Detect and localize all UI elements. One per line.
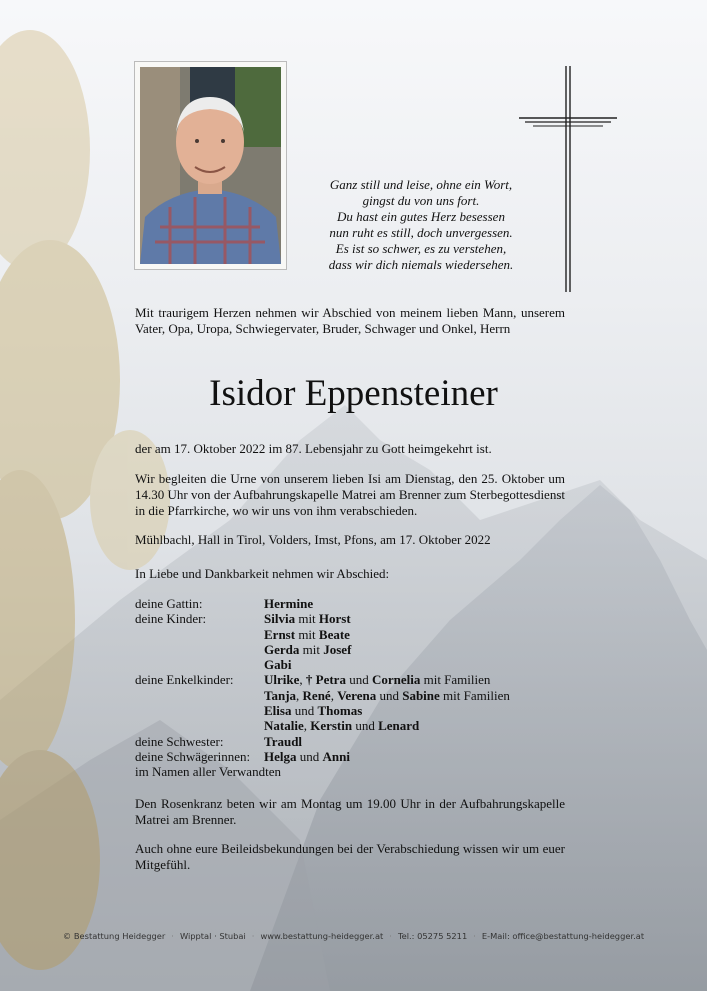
footer: © Bestattung Heidegger · Wipptal · Stubai · www.bestattung-heidegger.at · Tel.: 05275 5211 · E-Mail: office@bestattung-heidegger.at (62, 931, 645, 941)
mourner-connector: , (299, 672, 306, 688)
portrait-frame (134, 61, 287, 270)
mourner-connector: und (296, 748, 323, 764)
mourner-row (135, 703, 510, 718)
mourner-name: † Petra (305, 672, 346, 688)
mourner-relation: deine Schwester: (135, 733, 224, 749)
farewell-line: In Liebe und Dankbarkeit nehmen wir Abschied: (135, 566, 390, 581)
portrait-photo (140, 67, 281, 264)
mourner-relation: deine Gattin: (135, 596, 203, 611)
mourner-name: Silvia (264, 611, 296, 627)
mourner-name: Sabine (402, 687, 440, 703)
mourner-name: Natalie (264, 718, 304, 734)
mourner-connector: und (376, 687, 403, 703)
mourner-name: Ernst (264, 626, 296, 642)
mourner-name: Horst (318, 611, 351, 627)
rosary-info: Den Rosenkranz beten wir am Montag um 19.00 Uhr in der Aufbahrungskapelle Matrei am Brenner. (135, 796, 565, 827)
mourner-relation (135, 718, 264, 733)
mourner-connector: und (291, 703, 318, 719)
mourner-name: Ulrike (264, 672, 300, 688)
mourner-connector: , (303, 718, 311, 734)
mourner-connector: mit (299, 641, 324, 657)
mourner-row (135, 688, 510, 703)
mourner-names (264, 611, 351, 626)
mourner-connector: mit Familien (420, 672, 491, 688)
mourner-name: Lenard (378, 718, 420, 734)
mourner-name: Beate (318, 626, 350, 642)
mourner-connector: , (296, 687, 303, 703)
mourner-row (135, 596, 510, 611)
mourner-relation (135, 627, 264, 642)
mourner-relation: deine Schwägerinnen: (135, 748, 251, 764)
mourner-name: Kerstin (310, 718, 353, 734)
mourner-names (264, 627, 350, 642)
death-notice: der am 17. Oktober 2022 im 87. Lebensjahr zu Gott heimgekehrt ist. (135, 441, 492, 456)
footer-region: Wipptal · Stubai (179, 931, 246, 941)
mourner-row (135, 611, 510, 626)
mourner-connector: mit Familien (439, 687, 510, 703)
footer-email-link[interactable]: E-Mail: office@bestattung-heidegger.at (481, 931, 645, 941)
mourner-relation: deine Enkelkinder: (135, 672, 234, 688)
mourner-names (264, 718, 419, 733)
poem (296, 177, 546, 273)
places-date: Mühlbachl, Hall in Tirol, Volders, Imst, Pfons, am 17. Oktober 2022 (135, 532, 491, 547)
poem-line: Du hast ein gutes Herz besessen (337, 209, 505, 224)
footer-phone: Tel.: 05275 5211 (397, 931, 468, 941)
mourner-relation (135, 688, 264, 703)
mourner-names (264, 749, 350, 764)
mourner-name: Cornelia (371, 672, 421, 688)
mourner-relation (135, 703, 264, 718)
mourner-relation (135, 657, 264, 672)
mourner-name: Gerda (264, 641, 300, 657)
footer-website-link[interactable]: www.bestattung-heidegger.at (260, 931, 384, 941)
cross-icon (519, 66, 619, 294)
mourner-name: Hermine (264, 596, 314, 611)
mourner-names (264, 642, 351, 657)
poem-line: dass wir dich niemals wiedersehen. (328, 257, 514, 272)
mourner-names (264, 703, 362, 718)
mourner-row (135, 734, 510, 749)
mourner-names (264, 596, 313, 611)
mourner-row (135, 764, 510, 779)
footer-copyright: © Bestattung Heidegger (62, 931, 166, 941)
mourner-connector: , (330, 687, 338, 703)
condolence-note: Auch ohne eure Beileidsbekundungen bei der Verabschiedung wissen wir um euer Mitgefühl. (135, 841, 565, 872)
poem-line: nun ruht es still, doch unvergessen. (329, 225, 513, 240)
mourner-connector: und (345, 672, 372, 688)
mourner-name: Elisa (264, 703, 292, 719)
mourner-name: Tanja (264, 687, 297, 703)
mourner-name: Helga (264, 748, 297, 764)
mourner-names (264, 734, 302, 749)
mourner-name: Thomas (317, 703, 363, 719)
mourner-names (264, 672, 490, 687)
poem-line: gingst du von uns fort. (362, 193, 480, 208)
mourner-name: Verena (337, 687, 377, 703)
mourner-names (264, 688, 510, 703)
mourner-row (135, 672, 510, 687)
mourner-connector: mit (295, 611, 319, 627)
mourner-row (135, 657, 510, 672)
mourner-row (135, 642, 510, 657)
mourner-names (264, 657, 291, 672)
mourner-connector: mit (295, 626, 319, 642)
poem-line: Es ist so schwer, es zu verstehen, (335, 241, 507, 256)
mourner-relation (135, 642, 264, 657)
mourner-name: Traudl (264, 733, 303, 749)
deceased-name: Isidor Eppensteiner (209, 373, 498, 414)
poem-line: Ganz still und leise, ohne ein Wort, (329, 177, 513, 192)
funeral-info: Wir begleiten die Urne von unserem lieben Isi am Dienstag, den 25. Oktober um 14.30 Uhr von der Aufbahrungskapelle Matrei am Brenner zum Sterbegottesdienst in die Pfarrkirche, wo wir uns von ihm verabschieden. (135, 471, 565, 518)
mourner-name: Gabi (264, 657, 292, 673)
mourner-row (135, 718, 510, 733)
mourner-connector: und (352, 718, 379, 734)
mourner-name: Josef (323, 641, 352, 657)
mourner-row (135, 627, 510, 642)
mourners-list (135, 596, 510, 780)
mourner-relation: im Namen aller Verwandten (135, 764, 281, 780)
mourner-row (135, 749, 510, 764)
mourner-name: Anni (322, 748, 350, 764)
intro-text: Mit traurigem Herzen nehmen wir Abschied von meinem lieben Mann, unserem Vater, Opa, Uropa, Schwiegervater, Bruder, Schwager und Onkel, Herrn (135, 305, 565, 336)
mourner-name: René (302, 687, 331, 703)
mourner-relation: deine Kinder: (135, 611, 207, 627)
